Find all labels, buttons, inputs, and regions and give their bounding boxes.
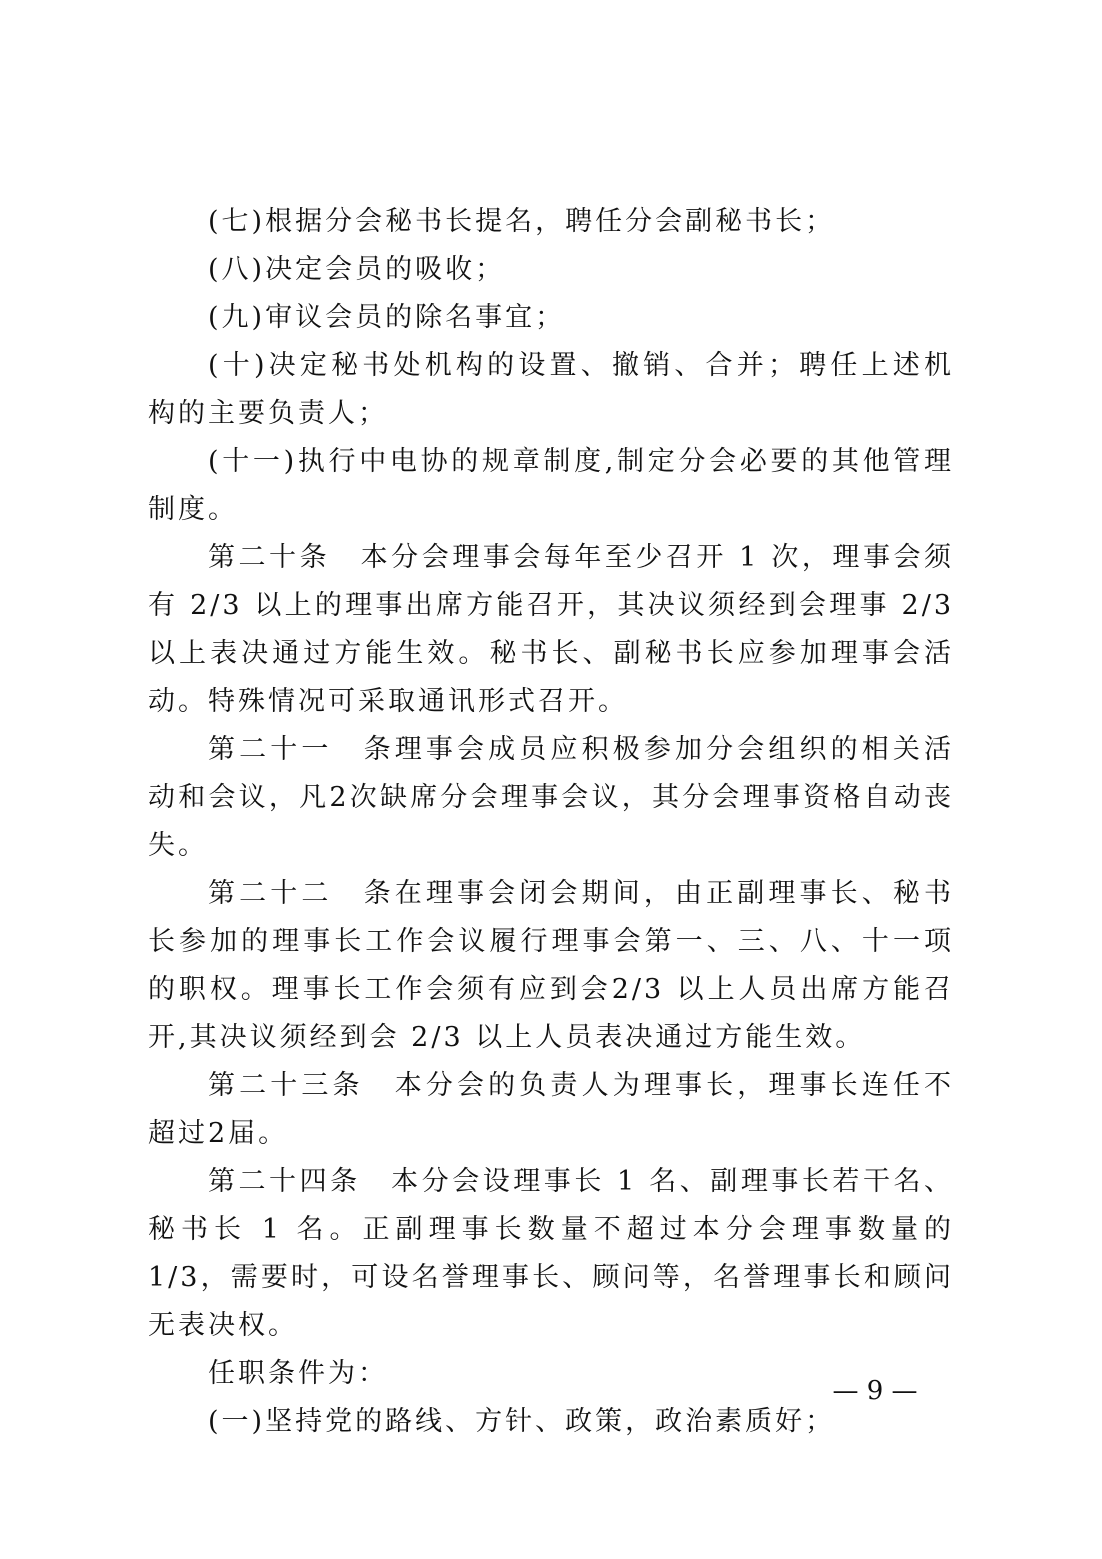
article-20: 第二十条 本分会理事会每年至少召开 1 次，理事会须有 2/3 以上的理事出席方能召开，其决议须经到会理事 2/3 以上表决通过方能生效。秘书长、副秘书长应参加理事会活动。特殊情况可采取通讯形式召开。	[148, 542, 954, 717]
article-24: 第二十四条 本分会设理事长 1 名、副理事长若干名、秘书长 1 名。正副理事长数量不超过本分会理事数量的 1/3，需要时，可设名誉理事长、顾问等，名誉理事长和顾问无表决权。	[148, 1166, 954, 1341]
document-body	[148, 198, 954, 1446]
qualification-item-1: (一)坚持党的路线、方针、政策，政治素质好；	[208, 1406, 836, 1437]
paragraph-item-10: (十)决定秘书处机构的设置、撤销、合并；聘任上述机构的主要负责人；	[148, 350, 954, 429]
paragraph-item-9: (九)审议会员的除名事宜；	[208, 302, 566, 333]
qualification-heading: 任职条件为：	[208, 1358, 388, 1389]
paragraph-item-8: (八)决定会员的吸收；	[208, 254, 506, 285]
paragraph-item-7: (七)根据分会秘书长提名，聘任分会副秘书长；	[208, 206, 836, 237]
page-number: — 9 —	[832, 1376, 918, 1406]
article-23: 第二十三条 本分会的负责人为理事长，理事长连任不超过2届。	[148, 1070, 954, 1149]
article-22: 第二十二 条在理事会闭会期间，由正副理事长、秘书长参加的理事长工作会议履行理事会第一、三、八、十一项的职权。理事长工作会须有应到会2/3 以上人员出席方能召开,其决议须经到会 2/3 以上人员表决通过方能生效。	[148, 878, 954, 1053]
article-21: 第二十一 条理事会成员应积极参加分会组织的相关活动和会议，凡2次缺席分会理事会议，其分会理事资格自动丧失。	[148, 734, 954, 861]
paragraph-item-11: (十一)执行中电协的规章制度,制定分会必要的其他管理制度。	[148, 446, 954, 525]
